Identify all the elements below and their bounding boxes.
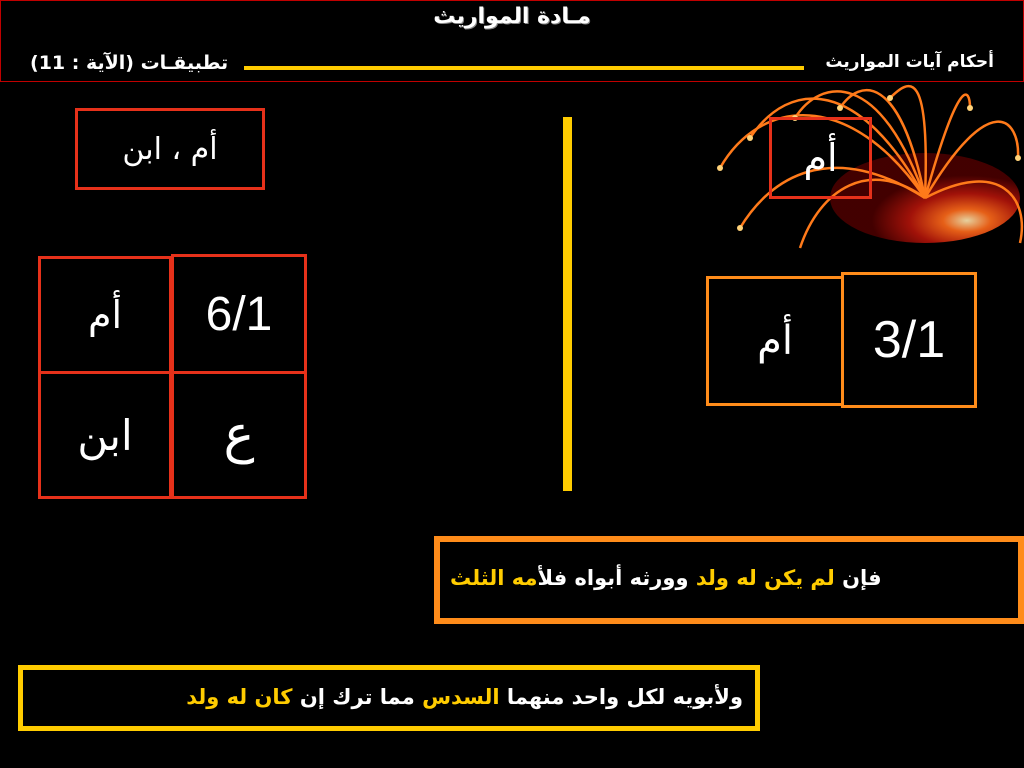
case1-share-mother: 3/1: [872, 311, 946, 369]
case1-heir-mother: أم: [757, 318, 793, 364]
chapter-title: أحكام آيات المواريث: [825, 52, 994, 72]
verse-box-2: [18, 665, 760, 731]
case1-heir-cell: [706, 276, 844, 406]
vertical-divider: [563, 117, 572, 491]
case2-title-box: [75, 108, 265, 190]
verse2-part1: ولأبويه لكل واحد منهما: [499, 685, 743, 709]
header-divider: [244, 66, 804, 70]
case2-share-cell: [171, 254, 307, 374]
case2-heir-cell: [38, 371, 172, 499]
subject-title: مـادة المواريث: [433, 4, 591, 29]
verse1-part3: وورثه أبواه فلأ: [537, 566, 696, 590]
case2-heir-son: ابن: [77, 410, 133, 460]
case2-share-mother: 6/1: [205, 287, 273, 341]
application-title: تطبيقـات (الآية : 11): [30, 52, 229, 74]
verse1-highlight1: لم يكن له ولد: [695, 566, 835, 590]
verse2-text: [186, 685, 743, 709]
case1-title-box: [769, 117, 872, 199]
case2-heir-mother: أم: [87, 293, 123, 337]
case2-share-cell: [171, 371, 307, 499]
verse2-highlight2: كان له ولد: [186, 685, 293, 709]
verse1-text: [450, 566, 882, 590]
verse2-part3: مما ترك إن: [292, 685, 423, 709]
verse1-part1: فإن: [834, 566, 882, 590]
case2-heir-cell: [38, 256, 172, 374]
verse2-highlight1: السدس: [422, 685, 500, 709]
verse1-highlight2: مه الثلث: [450, 566, 538, 590]
case1-title: أم: [803, 136, 838, 180]
case2-title: أم ، ابن: [122, 131, 218, 167]
case2-share-son: ع: [223, 405, 255, 465]
case1-share-cell: [841, 272, 977, 408]
verse-box-1: [434, 536, 1024, 624]
